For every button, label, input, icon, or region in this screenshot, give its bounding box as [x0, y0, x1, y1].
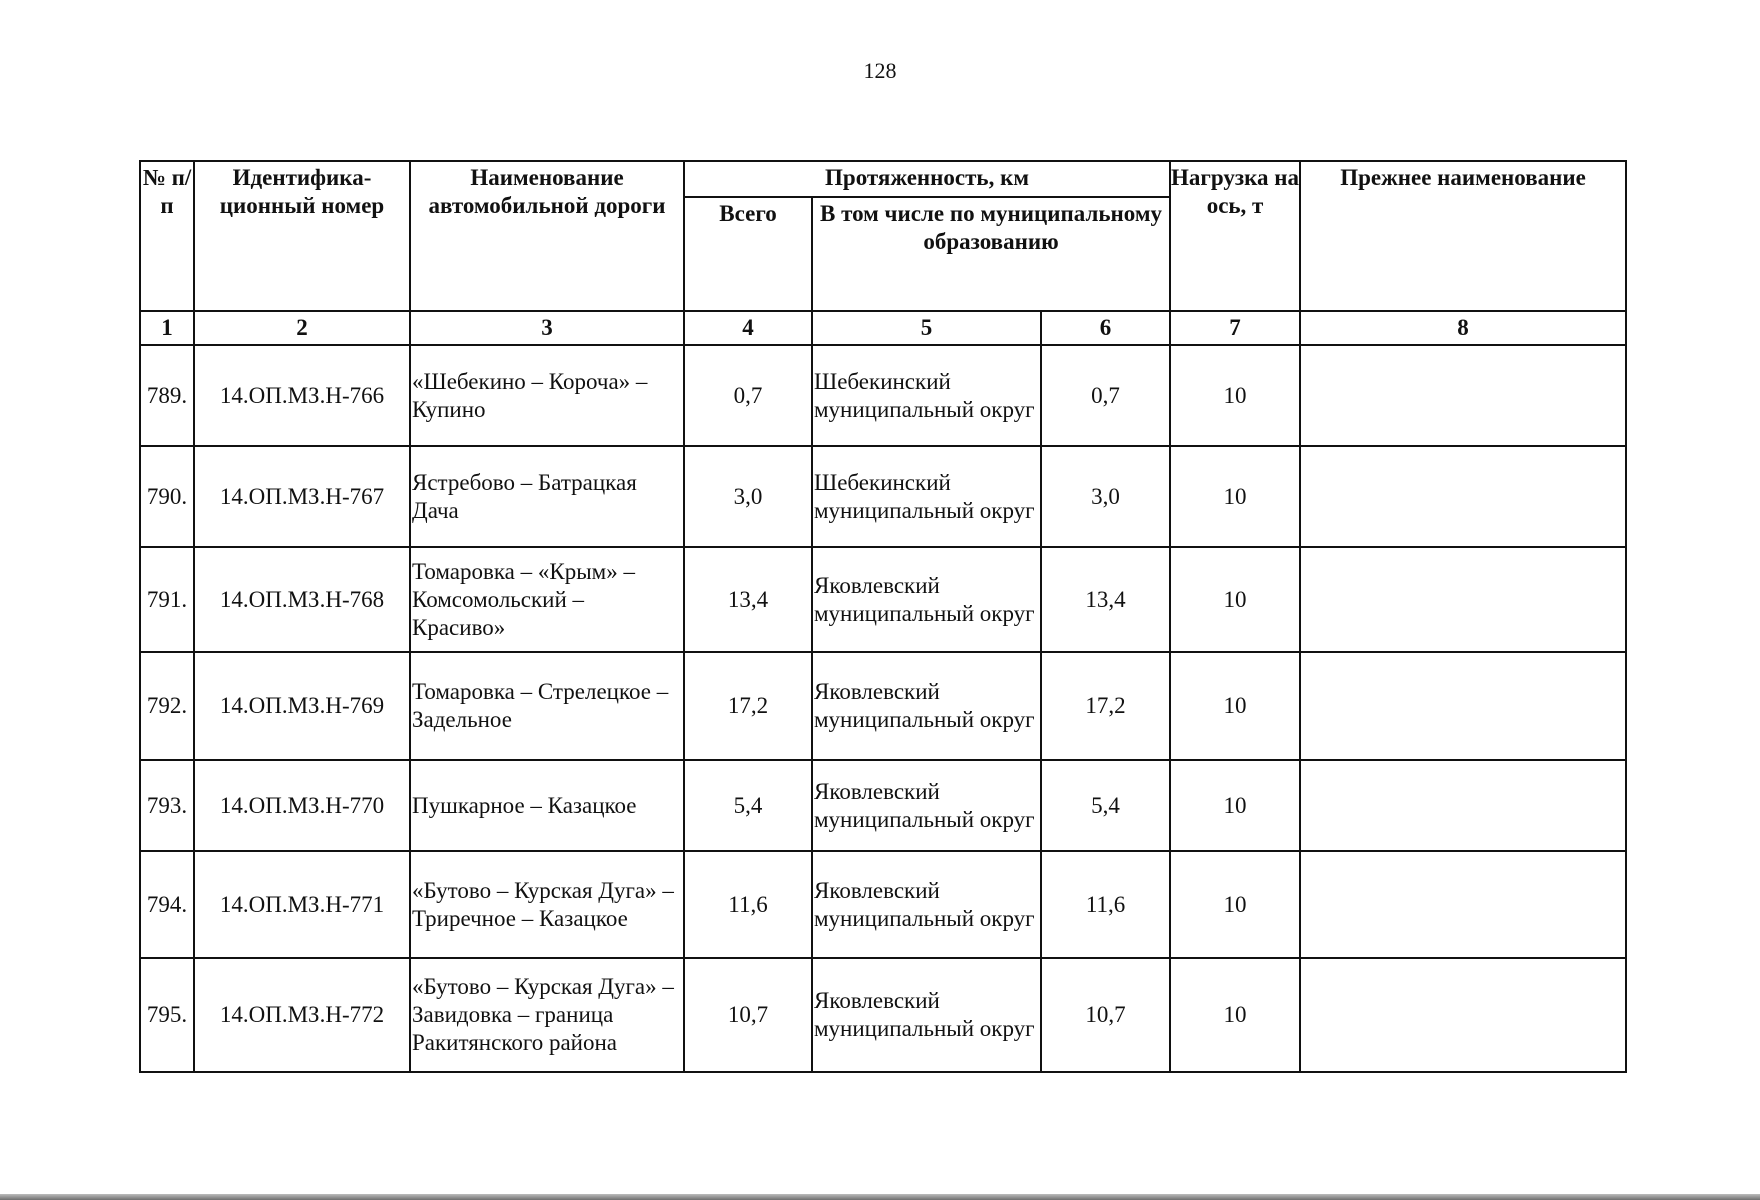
column-number: 7: [1170, 311, 1300, 345]
municipal-length: 0,7: [1041, 345, 1170, 446]
road-id: 14.ОП.МЗ.Н-769: [194, 652, 410, 760]
former-name: [1300, 547, 1626, 652]
former-name: [1300, 345, 1626, 446]
column-number: 6: [1041, 311, 1170, 345]
header-number: № п/п: [140, 161, 194, 311]
scan-bottom-edge: [0, 1194, 1760, 1200]
page-number: 128: [863, 58, 897, 83]
column-number-row: [140, 311, 1626, 345]
header-axle-load: Нагрузка на ось, т: [1170, 161, 1300, 311]
municipal-length: 17,2: [1041, 652, 1170, 760]
former-name: [1300, 446, 1626, 547]
total-length: 11,6: [684, 851, 812, 958]
axle-load: 10: [1170, 446, 1300, 547]
header-id: Идентифика-ционный номер: [194, 161, 410, 311]
row-number: 792.: [140, 652, 194, 760]
row-number: 789.: [140, 345, 194, 446]
axle-load: 10: [1170, 958, 1300, 1072]
municipality: Яковлевский муниципальный округ: [812, 547, 1041, 652]
table-row: [140, 446, 1626, 547]
road-name: Томаровка – «Крым» – Комсомольский – Красиво»: [410, 547, 684, 652]
road-name: Томаровка – Стрелецкое – Задельное: [410, 652, 684, 760]
municipality: Яковлевский муниципальный округ: [812, 760, 1041, 851]
table-row: [140, 345, 1626, 446]
former-name: [1300, 958, 1626, 1072]
header-total: Всего: [684, 197, 812, 311]
former-name: [1300, 851, 1626, 958]
table-row: [140, 547, 1626, 652]
municipal-length: 5,4: [1041, 760, 1170, 851]
road-id: 14.ОП.МЗ.Н-771: [194, 851, 410, 958]
row-number: 795.: [140, 958, 194, 1072]
row-number: 791.: [140, 547, 194, 652]
municipality: Яковлевский муниципальный округ: [812, 652, 1041, 760]
total-length: 0,7: [684, 345, 812, 446]
road-name: «Бутово – Курская Дуга» – Триречное – Казацкое: [410, 851, 684, 958]
municipality: Шебекинский муниципальный округ: [812, 345, 1041, 446]
road-id: 14.ОП.МЗ.Н-770: [194, 760, 410, 851]
total-length: 5,4: [684, 760, 812, 851]
header-including: В том числе по муниципальному образованию: [812, 197, 1170, 311]
column-number: 8: [1300, 311, 1626, 345]
table-row: [140, 958, 1626, 1072]
axle-load: 10: [1170, 345, 1300, 446]
road-id: 14.ОП.МЗ.Н-772: [194, 958, 410, 1072]
row-number: 793.: [140, 760, 194, 851]
road-id: 14.ОП.МЗ.Н-766: [194, 345, 410, 446]
axle-load: 10: [1170, 652, 1300, 760]
table-row: [140, 851, 1626, 958]
column-number: 5: [812, 311, 1041, 345]
municipal-length: 11,6: [1041, 851, 1170, 958]
header-former-name: Прежнее наименование: [1300, 161, 1626, 311]
row-number: 794.: [140, 851, 194, 958]
table-header-row: [140, 161, 1626, 197]
axle-load: 10: [1170, 547, 1300, 652]
total-length: 13,4: [684, 547, 812, 652]
column-number: 2: [194, 311, 410, 345]
row-number: 790.: [140, 446, 194, 547]
municipal-length: 10,7: [1041, 958, 1170, 1072]
road-id: 14.ОП.МЗ.Н-767: [194, 446, 410, 547]
former-name: [1300, 652, 1626, 760]
road-name: «Бутово – Курская Дуга» – Завидовка – граница Ракитянского района: [410, 958, 684, 1072]
column-number: 4: [684, 311, 812, 345]
axle-load: 10: [1170, 851, 1300, 958]
table-row: [140, 760, 1626, 851]
header-length-group: Протяженность, км: [684, 161, 1170, 197]
column-number: 1: [140, 311, 194, 345]
total-length: 17,2: [684, 652, 812, 760]
municipal-length: 13,4: [1041, 547, 1170, 652]
municipal-length: 3,0: [1041, 446, 1170, 547]
total-length: 3,0: [684, 446, 812, 547]
road-name: Ястребово – Батрацкая Дача: [410, 446, 684, 547]
table-row: [140, 652, 1626, 760]
axle-load: 10: [1170, 760, 1300, 851]
municipality: Яковлевский муниципальный округ: [812, 851, 1041, 958]
road-name: Пушкарное – Казацкое: [410, 760, 684, 851]
municipality: Шебекинский муниципальный округ: [812, 446, 1041, 547]
roads-table: [139, 160, 1627, 1073]
road-id: 14.ОП.МЗ.Н-768: [194, 547, 410, 652]
former-name: [1300, 760, 1626, 851]
column-number: 3: [410, 311, 684, 345]
total-length: 10,7: [684, 958, 812, 1072]
municipality: Яковлевский муниципальный округ: [812, 958, 1041, 1072]
road-name: «Шебекино – Короча» – Купино: [410, 345, 684, 446]
header-road-name: Наименование автомобильной дороги: [410, 161, 684, 311]
